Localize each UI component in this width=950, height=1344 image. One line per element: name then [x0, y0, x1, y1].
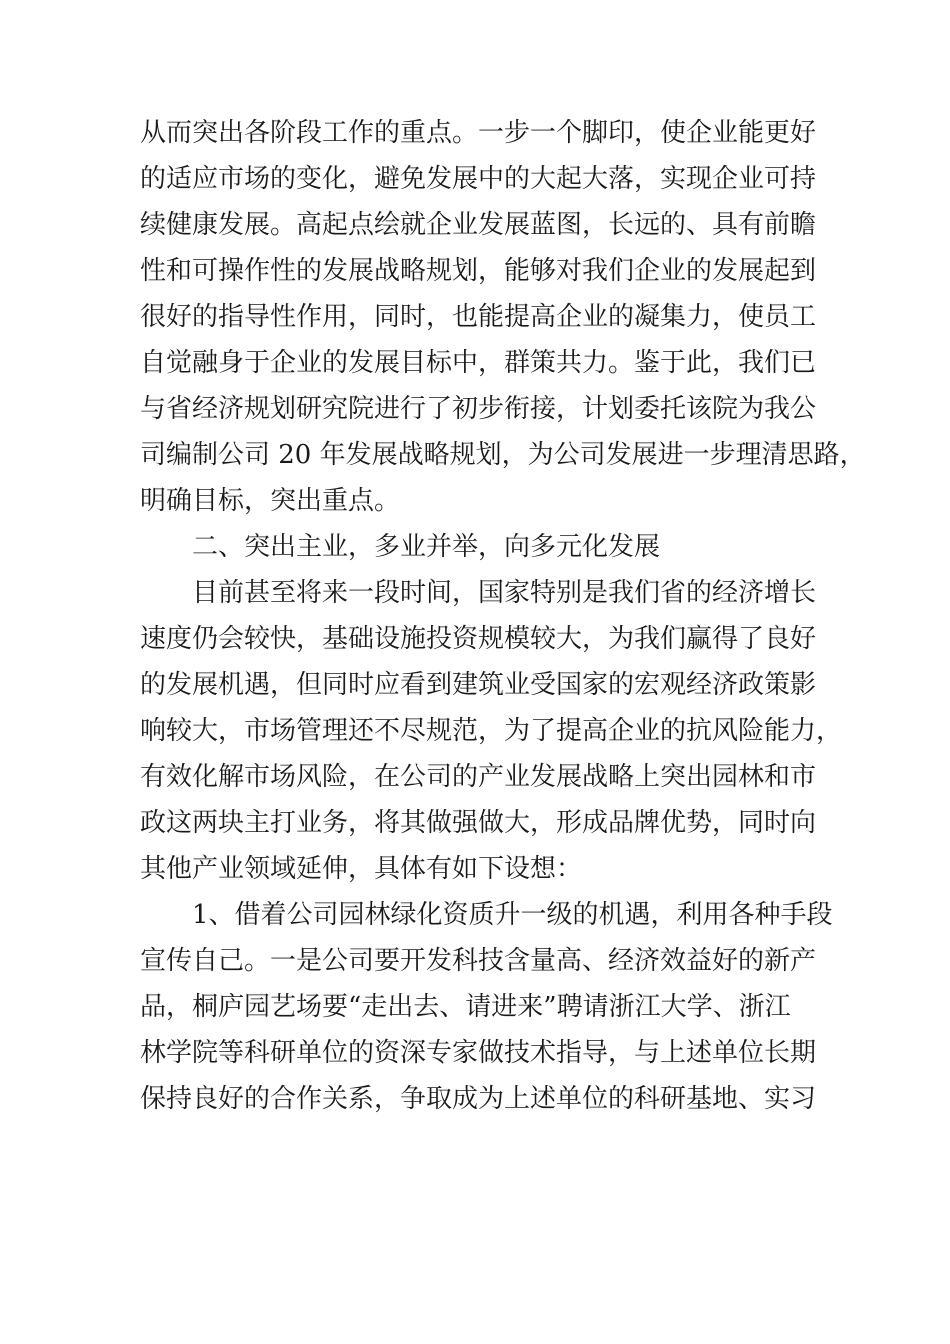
text-line: 很好的指导性作用，同时，也能提高企业的凝集力，使员工 [140, 302, 817, 332]
body-text [140, 110, 866, 1122]
text-line: 司编制公司 20 年发展战略规划，为公司发展进一步理清思路， [140, 440, 866, 470]
text-line: 与省经济规划研究院进行了初步衔接，计划委托该院为我公 [140, 394, 817, 424]
text-line: 性和可操作性的发展战略规划，能够对我们企业的发展起到 [140, 256, 817, 286]
text-line: 保持良好的合作关系，争取成为上述单位的科研基地、实习 [140, 1084, 817, 1114]
text-line: 自觉融身于企业的发展目标中，群策共力。鉴于此，我们已 [140, 348, 817, 378]
paragraph-start-line: 目前甚至将来一段时间，国家特别是我们省的经济增长 [192, 578, 817, 608]
text-line: 品，桐庐园艺场要“走出去、请进来”聘请浙江大学、浙江 [140, 992, 791, 1022]
text-line: 速度仍会较快，基础设施投资规模较大，为我们赢得了良好 [140, 624, 817, 654]
text-line: 从而突出各阶段工作的重点。一步一个脚印，使企业能更好 [140, 118, 817, 148]
text-line: 明确目标，突出重点。 [140, 486, 401, 516]
text-line: 有效化解市场风险，在公司的产业发展战略上突出园林和市 [140, 762, 817, 792]
text-line: 的发展机遇，但同时应看到建筑业受国家的宏观经济政策影 [140, 670, 817, 700]
text-line: 其他产业领域延伸，具体有如下设想： [140, 854, 583, 884]
list-item-start-line: 1、借着公司园林绿化资质升一级的机遇，利用各种手段 [192, 900, 833, 930]
text-line: 响较大，市场管理还不尽规范，为了提高企业的抗风险能力， [140, 716, 843, 746]
section-heading: 二、突出主业，多业并举，向多元化发展 [192, 532, 661, 562]
text-line: 林学院等科研单位的资深专家做技术指导，与上述单位长期 [140, 1038, 817, 1068]
text-line: 政这两块主打业务，将其做强做大，形成品牌优势，同时向 [140, 808, 817, 838]
text-line: 续健康发展。高起点绘就企业发展蓝图，长远的、具有前瞻 [140, 210, 817, 240]
text-line: 的适应市场的变化，避免发展中的大起大落，实现企业可持 [140, 164, 817, 194]
text-line: 宣传自己。一是公司要开发科技含量高、经济效益好的新产 [140, 946, 817, 976]
